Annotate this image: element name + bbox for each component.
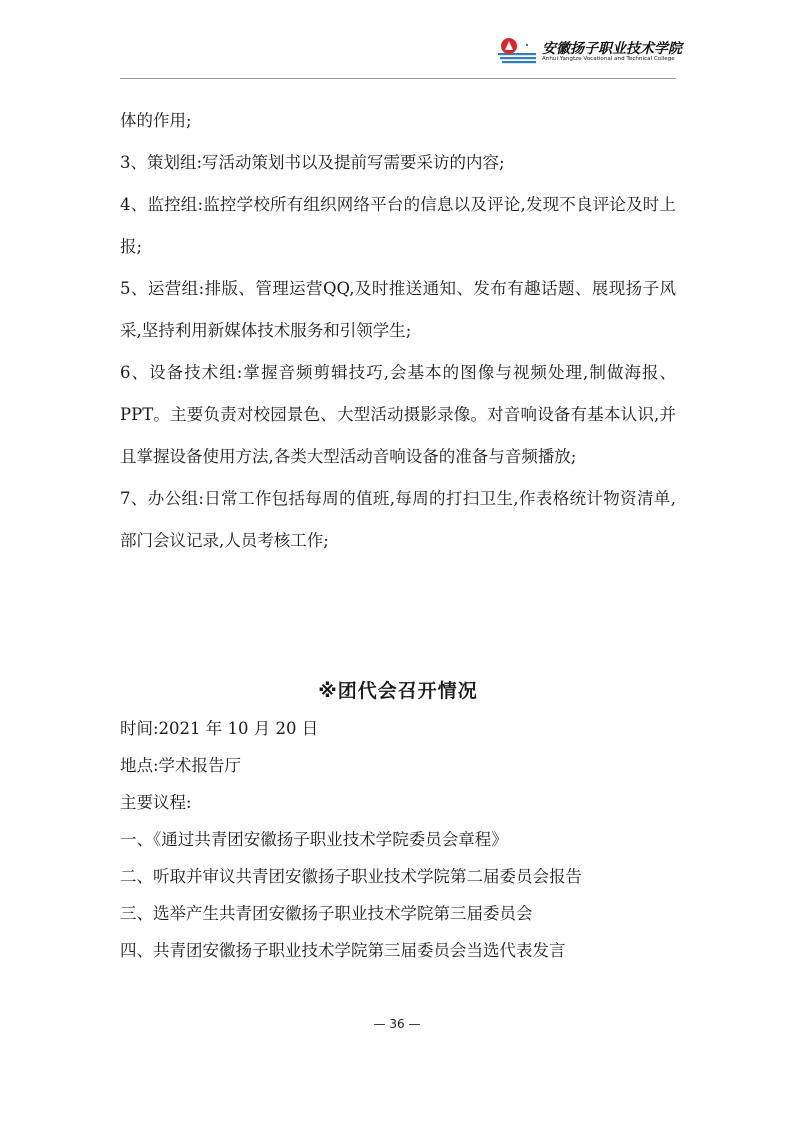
meeting-place: 地点:学术报告厅 [120, 756, 242, 775]
document-body [120, 100, 676, 562]
agenda-item: 二、听取并审议共青团安徽扬子职业技术学院第二届委员会报告 [120, 867, 582, 886]
section-title: ※团代会召开情况 [318, 680, 478, 702]
paragraph: 体的作用; [120, 111, 192, 130]
school-name-cn: 安徽扬子职业技术学院 [542, 41, 682, 57]
meeting-info [120, 710, 676, 969]
paragraph: 7、办公组:日常工作包括每周的值班,每周的打扫卫生,作表格统计物资清单,部门会议记录,人员考核工作; [120, 489, 676, 550]
agenda-item: 一、《通过共青团安徽扬子职业技术学院委员会章程》 [120, 830, 508, 849]
agenda-item: 四、共青团安徽扬子职业技术学院第三届委员会当选代表发言 [120, 941, 566, 960]
paragraph: 5、运营组:排版、管理运营QQ,及时推送通知、发布有趣话题、展现扬子风采,坚持利用新媒体技术服务和引领学生; [120, 279, 676, 340]
paragraph: 4、监控组:监控学校所有组织网络平台的信息以及评论,发现不良评论及时上报; [120, 195, 676, 256]
paragraph: 6、设备技术组:掌握音频剪辑技巧,会基本的图像与视频处理,制做海报、PPT。主要负责对校园景色、大型活动摄影录像。对音响设备有基本认识,并且掌握设备使用方法,各类大型活动音响设备的准备与音频播放; [120, 363, 676, 466]
header-divider [120, 78, 676, 79]
agenda-item: 三、选举产生共青团安徽扬子职业技术学院第三届委员会 [120, 904, 533, 923]
college-logo-icon [496, 36, 538, 66]
agenda-label: 主要议程: [120, 793, 192, 812]
page-number: — 36 — [373, 1017, 421, 1031]
school-name-en: Anhui Yangtze Vocational and Technical College [542, 56, 675, 62]
page-header [496, 36, 686, 68]
paragraph: 3、策划组:写活动策划书以及提前写需要采访的内容; [120, 153, 505, 172]
meeting-time: 时间:2021 年 10 月 20 日 [120, 719, 319, 738]
